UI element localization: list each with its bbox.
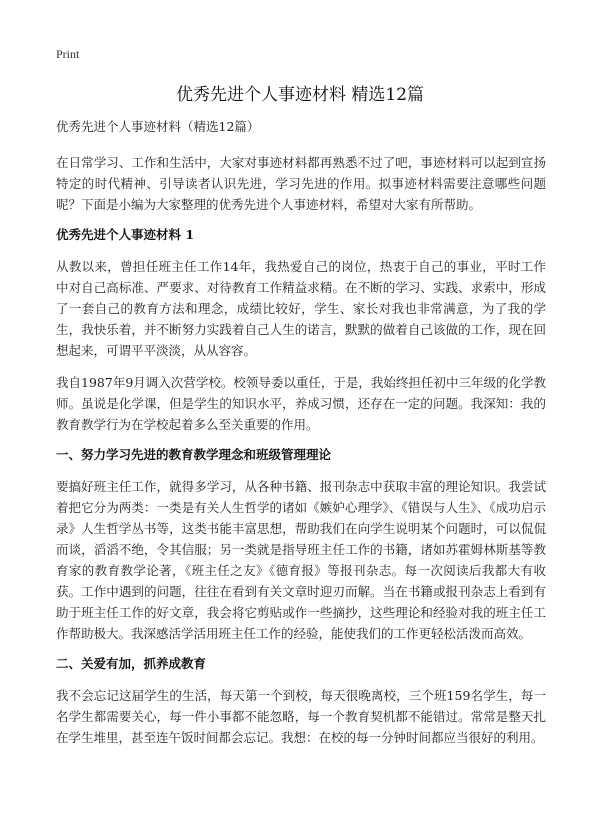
section3-paragraph-1: 我不会忘记这届学生的生活，每天第一个到校，每天很晚离校，三个班159名学生，每一名学生都需要关心，每一件小事都不能忽略，每一个教育契机都不能错过。常常是整天扎在学生堆里，甚至连午饭时间都会忘记。我想：在校的每一分钟时间都应当很好的利用。 xyxy=(56,688,546,745)
section1-paragraph-1: 从教以来，曾担任班主任工作14年，我热爱自己的岗位，热衷于自己的事业，平时工作中对自己高标准、严要求、对待教育工作精益求精。在不断的学习、实践、求索中，形成了一套自己的教育方法和理念，成绩比较好，学生、家长对我也非常满意，为了我的学生，我快乐着，并不断努力实践着自己人生的诺言，默默的做着自己该做的工作，现在回想起来，可谓平平淡淡，从从容容。 xyxy=(56,259,546,358)
intro-paragraph: 在日常学习、工作和生活中，大家对事迹材料都再熟悉不过了吧，事迹材料可以起到宣扬特定的时代精神、引导读者认识先进，学习先进的作用。拟事迹材料需要注意哪些问题呢？下面是小编为大家整理的优秀先进个人事迹材料，希望对大家有所帮助。 xyxy=(56,155,546,212)
page-title: 优秀先进个人事迹材料 精选12篇 xyxy=(175,85,425,105)
article-body xyxy=(56,118,546,759)
section2-paragraph-1: 要搞好班主任工作，就得多学习，从各种书籍、报刊杂志中获取丰富的理论知识。我尝试着把它分为两类：一类是有关人生哲学的诸如《嫉妒心理学》、《错误与人生》、《成功启示录》人生哲学丛书等，这类书能丰富思想，帮助我们在向学生说明某个问题时，可以侃侃而谈，滔滔不绝，令其信服；另一类就是指导班主任工作的书籍，诸如苏霍姆林斯基等教育家的教育教学论著，《班主任之友》《德育报》等报刊杂志。每一次阅读后我都大有收获。工作中遇到的问题，往往在看到有关文章时迎刃而解。当在书籍或报刊杂志上看到有助于班主任工作的好文章，我会将它剪贴或作一些摘抄，这些理论和经验对我的班主任工作帮助极大。我深感活学活用班主任工作的经验，能使我们的工作更轻松活泼而高效。 xyxy=(56,479,546,641)
section1-paragraph-2: 我自1987年9月调入次营学校。校领导委以重任，于是，我始终担任初中三年级的化学教师。虽说是化学课，但是学生的知识水平，养成习惯，还存在一定的问题。我深知：我的教育教学行为在学校起着多么至关重要的作用。 xyxy=(56,375,546,432)
article-subtitle: 优秀先进个人事迹材料（精选12篇） xyxy=(56,119,260,134)
section-heading-1: 优秀先进个人事迹材料 1 xyxy=(56,227,195,242)
section-heading-3: 二、关爱有加，抓养成教育 xyxy=(56,656,207,671)
print-link[interactable]: Print xyxy=(56,47,80,61)
section-heading-2: 一、努力学习先进的教育教学理念和班级管理理论 xyxy=(56,447,332,462)
